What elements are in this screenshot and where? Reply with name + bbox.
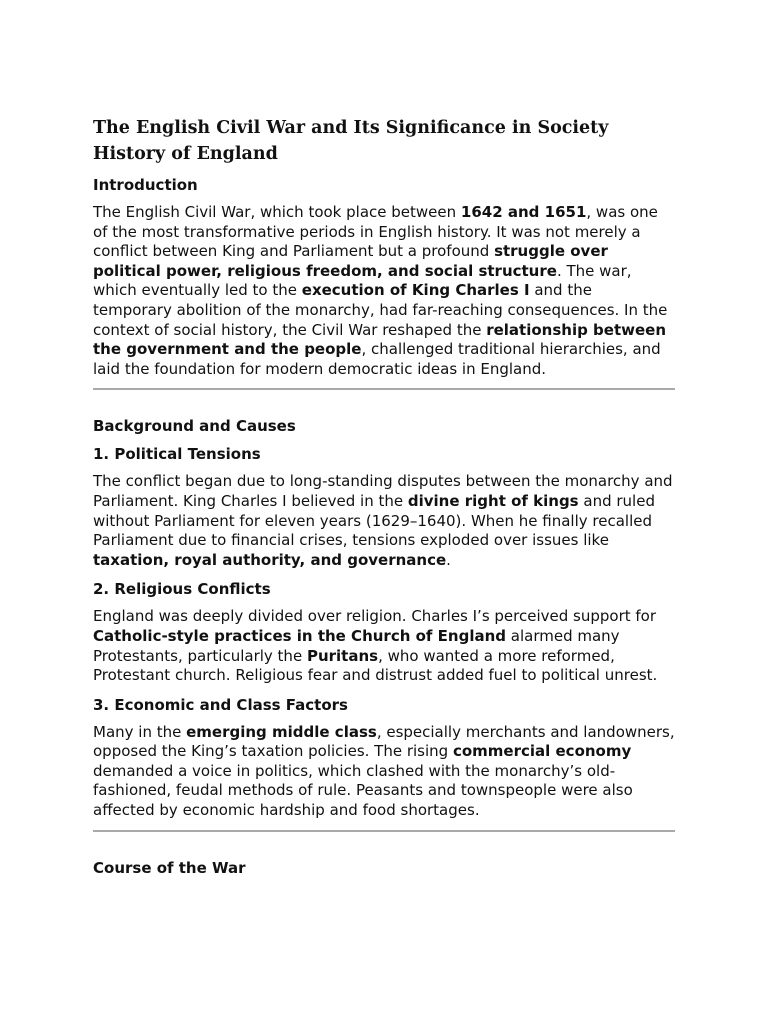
bold-text-run: 1642 and 1651 — [460, 203, 587, 221]
text-run: . The war, which eventually led to the — [93, 261, 632, 300]
text-run: demanded a voice in politics, which clashed with the monarchy’s old-fashioned, feudal methods of rule. Peasants and townspeople were also affected by economic hardship and food shortages. — [93, 761, 633, 820]
section-divider — [93, 830, 675, 832]
section-divider — [93, 388, 675, 390]
bold-text-run: divine right of kings — [407, 491, 579, 510]
text-run: , especially merchants and landowners, opposed the King’s taxation policies. The rising — [93, 722, 675, 761]
bold-text-run: execution of King Charles I — [301, 281, 530, 300]
text-run: , challenged traditional hierarchies, and laid the foundation for modern democratic ideas in England. — [93, 340, 661, 378]
text-run: , was one of the most transformative periods in English history. It was not merely a conflict between King and Parliament but a profound — [93, 203, 658, 261]
bold-text-run: Catholic-style practices in the Church of England — [93, 626, 507, 645]
bold-text-run: taxation, royal authority, and governance — [93, 550, 447, 569]
text-run: . — [446, 550, 451, 569]
heading-religious-conflicts: 2. Religious Conflicts — [93, 580, 271, 599]
bold-text-run: Puritans — [306, 646, 379, 665]
heading-background-causes: Background and Causes — [93, 417, 296, 436]
text-run: England was deeply divided over religion. Charles I’s perceived support for — [93, 607, 657, 626]
religious-conflicts-paragraph — [93, 607, 675, 685]
political-tensions-paragraph — [93, 472, 675, 570]
bold-text-run: emerging middle class — [186, 722, 377, 741]
bold-text-run: relationship between the government and the people — [93, 320, 667, 359]
text-run: The English Civil War, which took place between — [93, 203, 461, 221]
document-title: The English Civil War and Its Significance in Society History of England — [93, 118, 609, 164]
heading-economic-class-factors: 3. Economic and Class Factors — [93, 695, 348, 714]
heading-course-of-war: Course of the War — [93, 858, 246, 877]
text-run: The conflict began due to long-standing disputes between the monarchy and Parliament. King Charles I believed in the — [93, 472, 673, 510]
text-run: Many in the — [93, 722, 187, 741]
document-body — [93, 116, 675, 886]
text-run: and ruled without Parliament for eleven years (1629–1640). When he finally recalled Parliament due to financial crises, tensions exploded over issues like — [93, 491, 655, 550]
bold-text-run: struggle over political power, religious freedom, and social structure — [93, 242, 608, 280]
bold-text-run: commercial economy — [452, 742, 632, 761]
intro-paragraph — [93, 203, 675, 379]
heading-introduction: Introduction — [93, 176, 198, 194]
economic-class-paragraph — [93, 723, 675, 821]
text-run: , who wanted a more reformed, Protestant church. Religious fear and distrust added fuel to political unrest. — [93, 646, 658, 685]
text-run: alarmed many Protestants, particularly the — [93, 626, 620, 665]
text-run: and the temporary abolition of the monarchy, had far-reaching consequences. In the context of social history, the Civil War reshaped the — [93, 281, 668, 339]
heading-political-tensions: 1. Political Tensions — [93, 445, 261, 464]
